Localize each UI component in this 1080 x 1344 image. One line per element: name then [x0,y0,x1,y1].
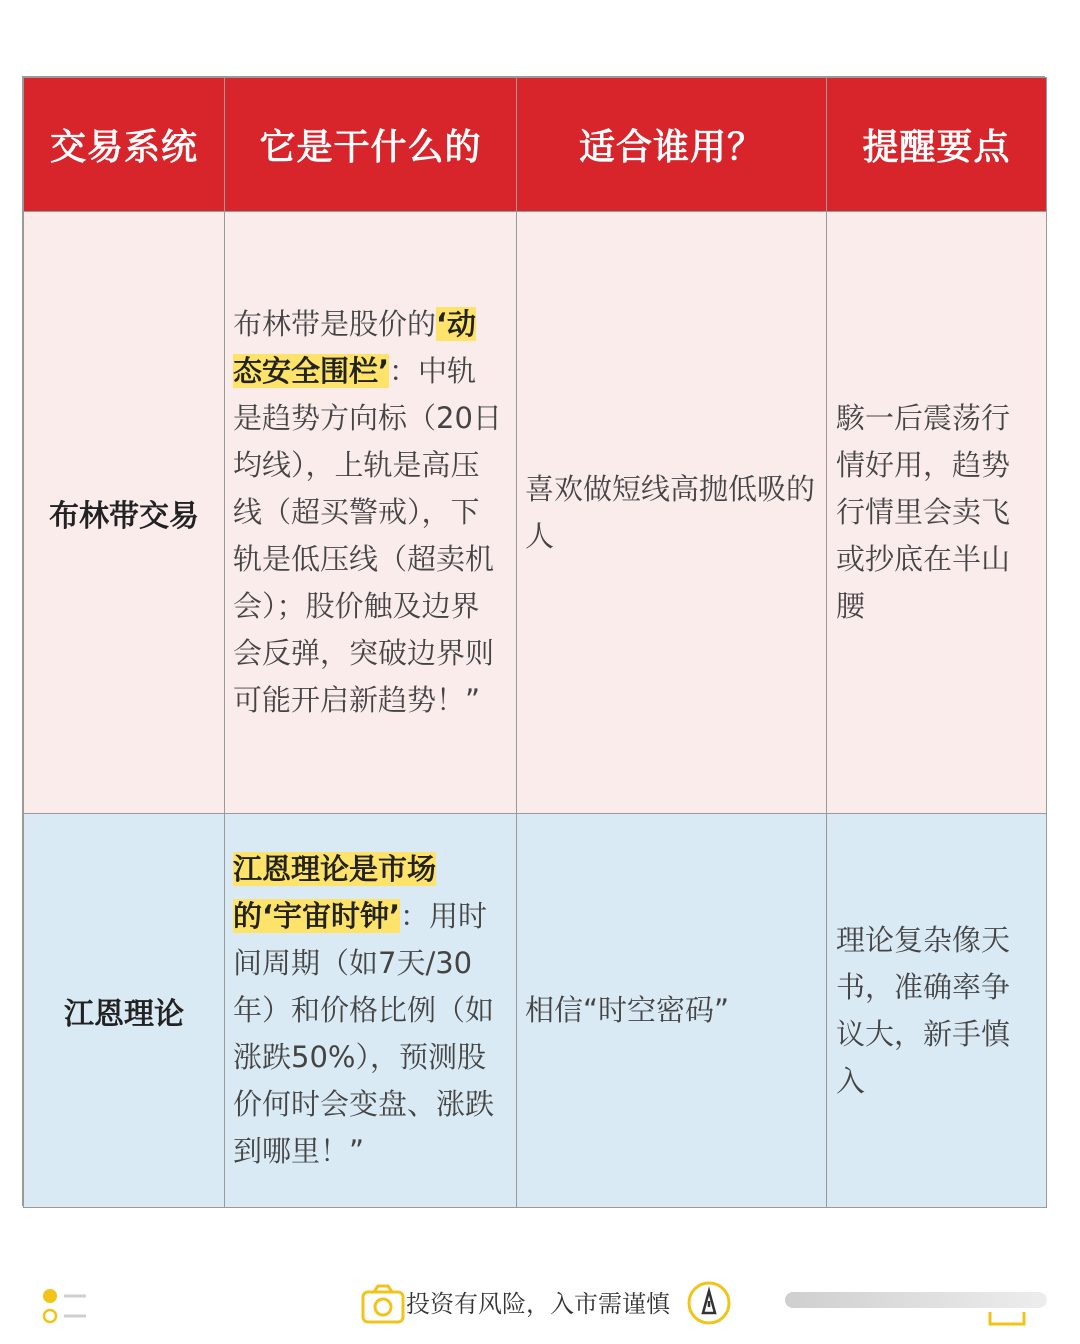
bottom-toolbar [0,1270,1080,1330]
trading-system-table [23,77,1047,1208]
description-text: 布林带是股价的 [233,307,437,341]
highlighted-phrase: ‘动态安全围栏’ [233,307,477,388]
description-text: ：用时间周期（如7天/30年）和价格比例（如涨跌50%），预测股价何时会变盘、涨跌到哪里！” [233,899,495,1168]
table-row [24,814,1047,1208]
system-name-cell: 江恩理论 [24,814,225,1208]
table-header-row [24,78,1047,212]
highlighted-phrase: 江恩理论是市场的‘宇宙时钟’ [233,852,437,933]
comparison-table-container [22,76,1045,1206]
suitable-user-cell: 相信“时空密码” [517,814,827,1208]
table-row [24,212,1047,814]
camera-icon[interactable] [360,1282,406,1326]
header-system: 交易系统 [24,78,225,212]
header-reminder: 提醒要点 [827,78,1047,212]
description-text: ：中轨是趋势方向标（20日均线），上轨是高压线（超买警戒），下轨是低压线（超卖机会）；股价触及边界会反弹，突破边界则可能开启新趋势！” [233,354,502,717]
reminder-cell: 理论复杂像天书，准确率争议大，新手慎入 [827,814,1047,1208]
system-name-cell: 布林带交易 [24,212,225,814]
header-suitable-for: 适合谁用？ [517,78,827,212]
reminder-cell: 駭一后震荡行情好用，趋势行情里会卖飞或抄底在半山腰 [827,212,1047,814]
suitable-user-cell: 喜欢做短线高抛低吸的人 [517,212,827,814]
pen-icon[interactable] [686,1280,732,1326]
header-purpose: 它是干什么的 [225,78,517,212]
description-cell [225,212,517,814]
description-cell [225,814,517,1208]
corner-icon[interactable] [986,1288,1028,1328]
risk-notice: 投资有风险，入市需谨慎 [406,1290,670,1318]
menu-icon[interactable] [40,1286,90,1326]
